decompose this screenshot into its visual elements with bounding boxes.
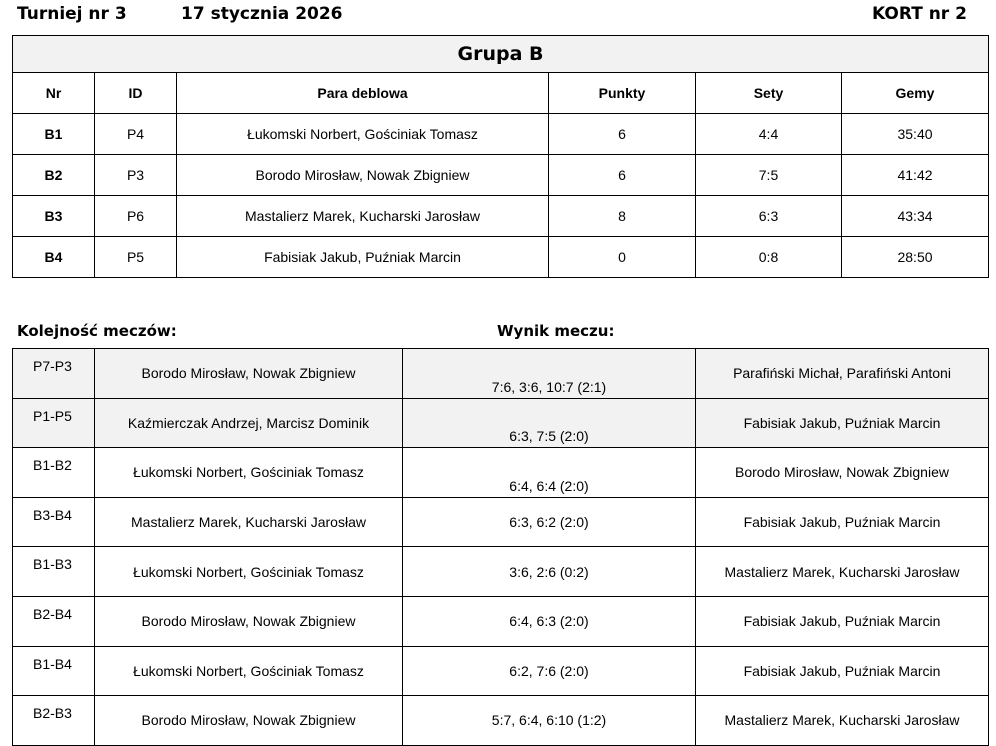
away-pair: Fabisiak Jakub, Puźniak Marcin: [696, 596, 989, 646]
games: 41:42: [842, 155, 989, 196]
table-row: [13, 155, 989, 196]
match-code: B2-B3: [13, 696, 95, 746]
group-table: [12, 35, 989, 278]
tournament-title: Turniej nr 3: [17, 4, 127, 24]
column-header: Punkty: [549, 73, 696, 114]
home-pair: Borodo Mirosław, Nowak Zbigniew: [95, 596, 403, 646]
points: 0: [549, 237, 696, 278]
away-pair: Parafiński Michał, Parafiński Antoni: [696, 349, 989, 399]
match-code: P7-P3: [13, 349, 95, 399]
match-result: 5:7, 6:4, 6:10 (1:2): [403, 696, 696, 746]
home-pair: Kaźmierczak Andrzej, Marcisz Dominik: [95, 398, 403, 448]
table-row: [13, 547, 989, 597]
match-result: 6:4, 6:3 (2:0): [403, 596, 696, 646]
pair-id: P6: [95, 196, 177, 237]
points: 6: [549, 155, 696, 196]
table-row: [13, 114, 989, 155]
column-header: Nr: [13, 73, 95, 114]
table-row: [13, 196, 989, 237]
pair-name: Mastalierz Marek, Kucharski Jarosław: [177, 196, 549, 237]
home-pair: Borodo Mirosław, Nowak Zbigniew: [95, 696, 403, 746]
column-header: Sety: [696, 73, 842, 114]
pair-name: Borodo Mirosław, Nowak Zbigniew: [177, 155, 549, 196]
match-code: B1-B3: [13, 547, 95, 597]
away-pair: Fabisiak Jakub, Puźniak Marcin: [696, 398, 989, 448]
column-header: ID: [95, 73, 177, 114]
match-result: 7:6, 3:6, 10:7 (2:1): [403, 349, 696, 399]
away-pair: Fabisiak Jakub, Puźniak Marcin: [696, 497, 989, 547]
match-result: 6:3, 6:2 (2:0): [403, 497, 696, 547]
away-pair: Mastalierz Marek, Kucharski Jarosław: [696, 547, 989, 597]
match-result: 6:4, 6:4 (2:0): [403, 448, 696, 498]
table-header-row: [13, 73, 989, 114]
pair-id: P5: [95, 237, 177, 278]
group-nr: B3: [13, 196, 95, 237]
pair-id: P3: [95, 155, 177, 196]
home-pair: Łukomski Norbert, Gościniak Tomasz: [95, 547, 403, 597]
group-nr: B2: [13, 155, 95, 196]
sets: 4:4: [696, 114, 842, 155]
group-nr: B1: [13, 114, 95, 155]
games: 35:40: [842, 114, 989, 155]
home-pair: Łukomski Norbert, Gościniak Tomasz: [95, 448, 403, 498]
home-pair: Borodo Mirosław, Nowak Zbigniew: [95, 349, 403, 399]
games: 43:34: [842, 196, 989, 237]
table-row: [13, 349, 989, 399]
match-result: 6:3, 7:5 (2:0): [403, 398, 696, 448]
table-row: [13, 497, 989, 547]
home-pair: Łukomski Norbert, Gościniak Tomasz: [95, 646, 403, 696]
match-code: B1-B2: [13, 448, 95, 498]
match-result-label: Wynik meczu:: [497, 322, 615, 340]
match-code: P1-P5: [13, 398, 95, 448]
match-table: [12, 348, 989, 746]
match-result: 6:2, 7:6 (2:0): [403, 646, 696, 696]
group-nr: B4: [13, 237, 95, 278]
match-code: B3-B4: [13, 497, 95, 547]
match-code: B1-B4: [13, 646, 95, 696]
home-pair: Mastalierz Marek, Kucharski Jarosław: [95, 497, 403, 547]
table-row: [13, 646, 989, 696]
group-title: Grupa B: [13, 36, 989, 73]
sets: 0:8: [696, 237, 842, 278]
column-header: Para deblowa: [177, 73, 549, 114]
column-header: Gemy: [842, 73, 989, 114]
match-result: 3:6, 2:6 (0:2): [403, 547, 696, 597]
points: 6: [549, 114, 696, 155]
tournament-date: 17 stycznia 2026: [181, 4, 343, 24]
table-row: [13, 596, 989, 646]
sets: 6:3: [696, 196, 842, 237]
table-row: [13, 696, 989, 746]
pair-name: Fabisiak Jakub, Puźniak Marcin: [177, 237, 549, 278]
match-code: B2-B4: [13, 596, 95, 646]
table-row: [13, 237, 989, 278]
table-row: [13, 398, 989, 448]
match-order-label: Kolejność meczów:: [17, 322, 177, 340]
pair-id: P4: [95, 114, 177, 155]
away-pair: Borodo Mirosław, Nowak Zbigniew: [696, 448, 989, 498]
court-label: KORT nr 2: [872, 4, 967, 24]
games: 28:50: [842, 237, 989, 278]
pair-name: Łukomski Norbert, Gościniak Tomasz: [177, 114, 549, 155]
points: 8: [549, 196, 696, 237]
table-row: [13, 448, 989, 498]
sets: 7:5: [696, 155, 842, 196]
away-pair: Mastalierz Marek, Kucharski Jarosław: [696, 696, 989, 746]
away-pair: Fabisiak Jakub, Puźniak Marcin: [696, 646, 989, 696]
